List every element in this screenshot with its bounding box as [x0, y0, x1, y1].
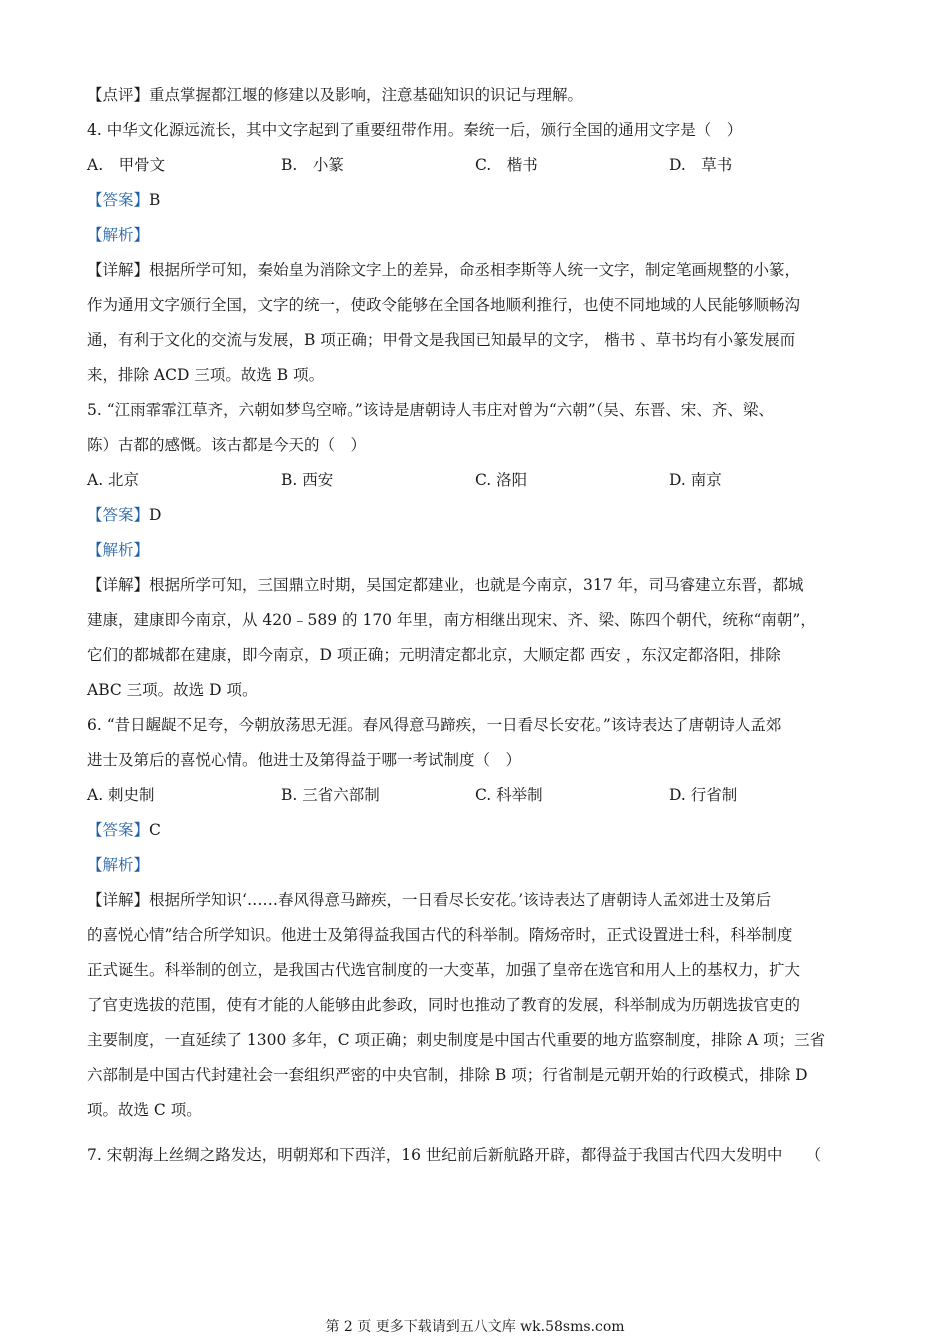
q5-option-d: D. 南京 — [669, 471, 722, 489]
q4-option-b: B. 小篆 — [281, 156, 344, 174]
q5-stem-line-2: 陈）古都的感慨。该古都是今天的（ ） — [87, 436, 367, 454]
q6-option-b: B. 三省六部制 — [281, 786, 380, 804]
q5-answer — [87, 498, 867, 533]
q5-analysis — [87, 533, 867, 568]
q7-stem: 7. 宋朝海上丝绸之路发达，明朝郑和下西洋，16 世纪前后新航路开辟，都得益于我国古代四大发明中 （ — [87, 1146, 822, 1164]
q6-analysis — [87, 848, 867, 883]
answer-tag: 【答案】 — [87, 821, 150, 839]
q6-answer — [87, 813, 867, 848]
answer-tag: 【答案】 — [87, 506, 150, 524]
q4-option-d: D. 草书 — [669, 156, 733, 174]
q6-detail-line-4: 了官吏选拔的范围，使有才能的人能够由此参政，同时也推动了教育的发展，科举制成为历朝选拔官吏的 — [87, 996, 801, 1014]
q4-stem: 4. 中华文化源远流长，其中文字起到了重要纽带作用。秦统一后，颁行全国的通用文字是（ ） — [87, 121, 743, 139]
q4-detail-line-3: 通，有利于文化的交流与发展，B 项正确；甲骨文是我国已知最早的文字， 楷书 、草书均有小篆发展而 — [87, 331, 796, 349]
analysis-tag: 【解析】 — [87, 226, 150, 244]
q6-detail-text-1: 根据所学知识‘……春风得意马蹄疾，一日看尽长安花。’该诗表达了唐朝诗人孟郊进士及第后 — [149, 891, 772, 909]
page-footer: 第 2 页 更多下载请到五八文库 wk.58sms.com — [325, 1319, 625, 1335]
answer-tag: 【答案】 — [87, 191, 150, 209]
detail-tag: 【详解】 — [87, 261, 150, 279]
q6-detail-line-7: 项。故选 C 项。 — [87, 1101, 202, 1119]
q4-detail-line-1 — [87, 253, 867, 288]
q4-answer-value: B — [149, 191, 161, 209]
q6-option-d: D. 行省制 — [669, 786, 738, 804]
q6-stem-line-2: 进士及第后的喜悦心情。他进士及第得益于哪一考试制度（ ） — [87, 751, 522, 769]
q6-detail-line-2: 的喜悦心情”结合所学知识。他进士及第得益我国古代的科举制。隋炀帝时，正式设置进士科，科举制度 — [87, 926, 793, 944]
q5-answer-value: D — [149, 506, 162, 524]
document-body — [87, 78, 867, 1173]
review-line — [87, 78, 867, 113]
q6-detail-line-5: 主要制度，一直延续了 1300 多年，C 项正确；刺史制度是中国古代重要的地方监察制度，排除 A 项；三省 — [87, 1031, 826, 1049]
q4-option-c: C. 楷书 — [475, 156, 538, 174]
review-text: 重点掌握都江堰的修建以及影响，注意基础知识的识记与理解。 — [149, 86, 584, 104]
q5-detail-line-2: 建康，建康即今南京，从 420﹣589 的 170 年里，南方相继出现宋、齐、梁、陈四个朝代，统称“南朝”， — [87, 611, 816, 629]
q5-detail-line-4: ABC 三项。故选 D 项。 — [87, 681, 258, 699]
q6-option-a: A. 刺史制 — [87, 786, 155, 804]
q5-detail-line-1 — [87, 568, 867, 603]
detail-tag: 【详解】 — [87, 891, 150, 909]
q4-detail-line-4: 来，排除 ACD 三项。故选 B 项。 — [87, 366, 325, 384]
q5-option-b: B. 西安 — [281, 471, 334, 489]
q4-answer — [87, 183, 867, 218]
q5-detail-line-3: 它们的都城都在建康，即今南京，D 项正确；元明清定都北京，大顺定都 西安 ，东汉定都洛阳，排除 — [87, 646, 781, 664]
review-tag: 【点评】 — [87, 86, 150, 104]
q6-option-c: C. 科举制 — [475, 786, 543, 804]
q6-detail-line-1 — [87, 883, 867, 918]
q6-answer-value: C — [149, 821, 161, 839]
q6-stem-line-1: 6. “昔日龌龊不足夸，今朝放荡思无涯。春风得意马蹄疾，一日看尽长安花。”该诗表达了唐朝诗人孟郊 — [87, 716, 782, 734]
q5-option-a: A. 北京 — [87, 471, 140, 489]
q5-stem-line-1: 5. “江雨霏霏江草齐，六朝如梦鸟空啼。”该诗是唐朝诗人韦庄对曾为“六朝”（吴、东晋、宋、齐、梁、 — [87, 401, 774, 419]
q6-detail-line-3: 正式诞生。科举制的创立，是我国古代选官制度的一大变革，加强了皇帝在选官和用人上的基权力，扩大 — [87, 961, 801, 979]
analysis-tag: 【解析】 — [87, 856, 150, 874]
detail-tag: 【详解】 — [87, 576, 150, 594]
q4-option-a: A. 甲骨文 — [87, 156, 166, 174]
q6-detail-line-6: 六部制是中国古代封建社会一套组织严密的中央官制，排除 B 项；行省制是元朝开始的行政模式，排除 D — [87, 1066, 808, 1084]
q5-detail-text-1: 根据所学可知，三国鼎立时期，吴国定都建业，也就是今南京，317 年，司马睿建立东晋，都城 — [149, 576, 804, 594]
q5-options — [87, 463, 867, 498]
q5-option-c: C. 洛阳 — [475, 471, 528, 489]
spacer — [87, 1128, 867, 1138]
q6-options — [87, 778, 867, 813]
q4-detail-text-1: 根据所学可知，秦始皇为消除文字上的差异，命丞相李斯等人统一文字，制定笔画规整的小篆， — [149, 261, 801, 279]
q4-options — [87, 148, 867, 183]
analysis-tag: 【解析】 — [87, 541, 150, 559]
q4-detail-line-2: 作为通用文字颁行全国，文字的统一，使政令能够在全国各地顺利推行，也使不同地域的人民能够顺畅沟 — [87, 296, 801, 314]
q4-analysis — [87, 218, 867, 253]
